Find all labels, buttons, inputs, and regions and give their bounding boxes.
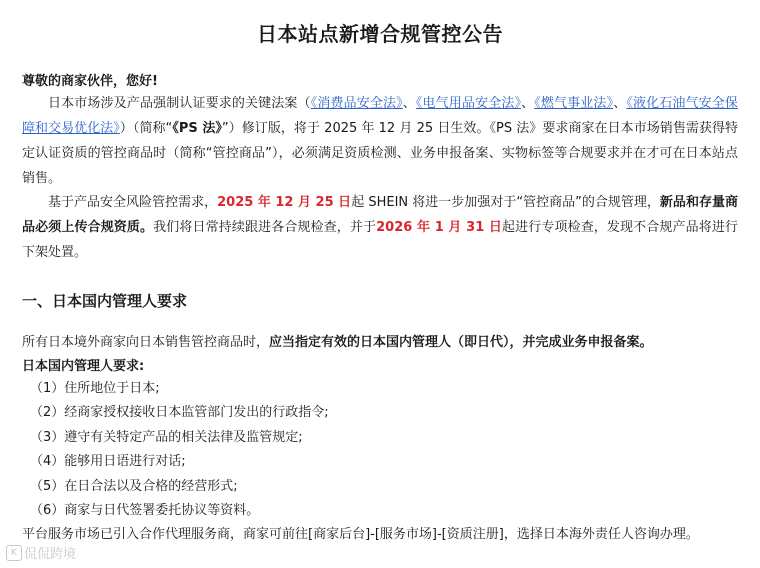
para1-rest: ”）修订版，将于 2025 年 12 月 25 日生效。《PS 法》要求商家在日本市场销售需获得特定认证资质的管控商品时（简称“管控商品”），必须满足资质检测、业务申报备案、实物标签等合规要求并在才可在日本站点销售。	[22, 121, 738, 186]
list-item: （4）能够用日语进行对话;	[30, 454, 186, 470]
separator: 、	[402, 96, 416, 111]
consumer-product-safety-law-link[interactable]: 《消费品安全法》	[310, 96, 403, 111]
watermark-logo-icon: K	[6, 545, 22, 561]
upload-requirement-bold: 新品和存量商品必须上传合规资质。	[22, 195, 738, 235]
intro-lead: 所有日本境外商家向日本销售管控商品时，	[22, 335, 270, 350]
gas-business-law-link[interactable]: 《燃气事业法》	[534, 96, 614, 111]
page-title: 日本站点新增合规管控公告	[257, 22, 503, 46]
list-item: （5）在日合法以及合格的经营形式;	[30, 478, 238, 494]
para2-mid: 起 SHEIN 将进一步加强对于“管控商品”的合规管理，	[351, 195, 660, 210]
para2-rest: 起进行专项检查，发现不合规产品将进行下架处置。	[22, 220, 738, 260]
separator: 、	[613, 96, 627, 111]
requirements-list	[22, 377, 329, 523]
law-intro-paragraph	[22, 91, 738, 191]
list-item: （3）遵守有关特定产品的相关法律及监管规定;	[30, 429, 303, 445]
intro-bold-requirement: 应当指定有效的日本国内管理人（即日代），并完成业务申报备案。	[269, 335, 653, 350]
watermark-text: 侃侃跨境	[24, 547, 77, 562]
para1-mid: ）（简称“	[119, 121, 173, 136]
electrical-appliance-law-link[interactable]: 《电气用品安全法》	[415, 96, 522, 111]
para2-lead: 基于产品安全风险管控需求，	[48, 195, 218, 210]
para2-mid2: 我们将日常持续跟进各合规检查，并于	[153, 220, 377, 235]
effective-date-highlight: 2025 年 12 月 25 日	[217, 195, 352, 210]
requirements-heading: 日本国内管理人要求:	[22, 359, 145, 374]
section-title-domestic-manager: 一、日本国内管理人要求	[22, 292, 188, 310]
lpg-safety-law-link[interactable]: 《液化石油气安全保障和交易优化法》	[22, 96, 738, 136]
list-item: （1）住所地位于日本;	[30, 381, 160, 396]
ps-law-term: 《PS 法》	[172, 121, 222, 136]
compliance-timeline-paragraph	[22, 190, 738, 265]
watermark	[6, 543, 76, 562]
closing-paragraph: 平台服务市场已引入合作代理服务商，商家可前往[商家后台]-[服务市场]-[资质注册]，选择日本海外责任人咨询办理。	[22, 527, 699, 542]
list-item: （6）商家与日代签署委托协议等资料。	[30, 502, 260, 518]
domestic-manager-intro	[22, 330, 738, 355]
separator: 、	[521, 96, 535, 111]
inspection-date-highlight: 2026 年 1 月 31 日	[376, 220, 502, 235]
greeting: 尊敬的商家伙伴，您好!	[22, 74, 158, 89]
list-item: （2）经商家授权接收日本监管部门发出的行政指令;	[30, 405, 329, 421]
para1-lead: 日本市场涉及产品强制认证要求的关键法案（	[48, 96, 311, 111]
